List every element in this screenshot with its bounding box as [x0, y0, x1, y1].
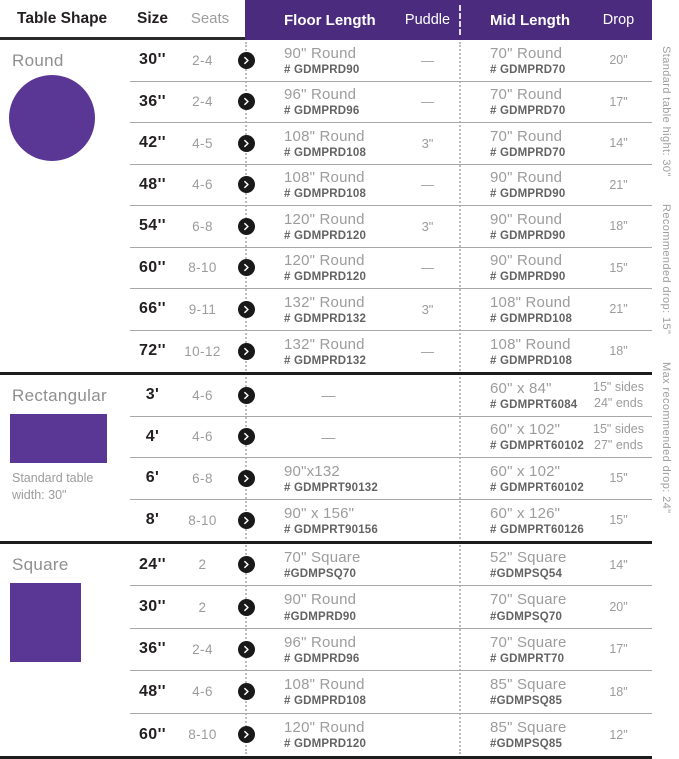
seats-value: 9-11	[188, 301, 217, 317]
side-notes	[660, 46, 672, 513]
size-value: 3'	[145, 386, 160, 404]
drop-value: 15"	[609, 513, 628, 528]
drop-cell	[585, 714, 652, 756]
shape-caption: Standard table width: 30"	[12, 471, 94, 502]
mid-length-cell	[460, 82, 585, 123]
seats-value: 8-10	[188, 727, 217, 743]
seats-value: 2-4	[192, 94, 213, 110]
drop-value: 17"	[609, 642, 628, 657]
puddle-value: 3"	[421, 218, 434, 234]
drop-cell	[585, 375, 652, 416]
puddle-value: —	[421, 52, 434, 68]
side-note-table-height: Standard table hight: 30"	[660, 46, 672, 177]
mid-length-cell	[460, 671, 585, 712]
mid-length-cell	[460, 586, 585, 627]
shape-column	[0, 544, 130, 756]
floor-length-value: 90" x 156"	[284, 504, 355, 522]
floor-length-cell	[262, 544, 395, 585]
chevron-right-icon[interactable]	[238, 556, 255, 573]
drop-cell	[585, 248, 652, 289]
floor-length-cell	[262, 40, 395, 81]
table-row	[130, 289, 652, 331]
mid-length-value: 108" Round	[490, 335, 571, 353]
chevron-right-icon[interactable]	[238, 176, 255, 193]
arrow-cell	[230, 301, 262, 318]
floor-length-cell	[262, 206, 395, 247]
arrow-cell	[230, 641, 262, 658]
table-header	[0, 0, 652, 40]
drop-value: 20"	[609, 599, 628, 614]
floor-item-number: # GDMPRD120	[284, 271, 367, 284]
mid-item-number: # GDMPRD108	[490, 312, 573, 325]
floor-length-value: 108" Round	[284, 169, 365, 187]
seats-value: 4-6	[192, 429, 213, 445]
column-header-size: Size	[136, 9, 168, 27]
floor-item-number: #GDMPRD90	[284, 610, 357, 623]
drop-cell	[585, 417, 652, 458]
floor-item-number: # GDMPRD96	[284, 105, 360, 118]
arrow-cell	[230, 176, 262, 193]
drop-value-secondary: 24" ends	[594, 396, 643, 411]
mid-length-value: 85" Square	[490, 719, 567, 737]
mid-item-number: # GDMPRD70	[490, 146, 566, 159]
mid-length-value: 70" Round	[490, 127, 563, 145]
mid-length-value: 90" Round	[490, 169, 563, 187]
mid-length-value: 52" Square	[490, 549, 567, 567]
chevron-right-icon[interactable]	[238, 93, 255, 110]
drop-value: 21"	[609, 302, 628, 317]
mid-item-number: # GDMPRT60102	[490, 440, 584, 453]
side-note-max-drop: Max recommended drop: 24"	[660, 361, 672, 514]
floor-length-cell	[262, 671, 395, 712]
table-row	[130, 123, 652, 165]
drop-cell	[585, 40, 652, 81]
drop-value: 14"	[609, 557, 628, 572]
chevron-right-icon[interactable]	[238, 301, 255, 318]
section-rows	[130, 40, 652, 372]
floor-item-number: # GDMPRD132	[284, 312, 367, 325]
seats-value: 6-8	[192, 218, 213, 234]
drop-cell	[585, 500, 652, 542]
size-value: 30''	[138, 598, 166, 616]
table-section	[0, 372, 652, 541]
chevron-right-icon[interactable]	[238, 470, 255, 487]
chevron-right-icon[interactable]	[238, 599, 255, 616]
shape-column	[0, 40, 130, 372]
size-value: 36''	[138, 640, 166, 658]
mid-length-value: 70" Square	[490, 591, 567, 609]
section-rows	[130, 544, 652, 756]
table-row	[130, 714, 652, 756]
shape-swatch	[9, 75, 95, 161]
mid-item-number: # GDMPRD90	[490, 229, 566, 242]
floor-length-value: 90" Round	[284, 44, 357, 62]
mid-item-number: #GDMPSQ85	[490, 695, 563, 708]
floor-length-value: 96" Round	[284, 86, 357, 104]
mid-length-value: 108" Round	[490, 293, 571, 311]
mid-item-number: # GDMPRT60126	[490, 523, 584, 536]
shape-swatch	[10, 414, 107, 463]
shape-column	[0, 375, 130, 541]
column-header-drop: Drop	[602, 12, 635, 28]
floor-length-value: 132" Round	[284, 293, 365, 311]
table-row	[130, 248, 652, 290]
floor-length-value: 108" Round	[284, 676, 365, 694]
size-value: 30''	[138, 51, 166, 69]
puddle-value: —	[421, 343, 434, 359]
floor-length-value: —	[321, 387, 336, 404]
seats-value: 8-10	[188, 512, 217, 528]
floor-length-value: —	[321, 428, 336, 445]
mid-length-cell	[460, 123, 585, 164]
arrow-cell	[230, 52, 262, 69]
drop-cell	[585, 629, 652, 670]
floor-length-cell	[262, 586, 395, 627]
size-value: 24''	[138, 555, 166, 573]
floor-item-number: # GDMPRD132	[284, 354, 367, 367]
floor-length-value: 70" Square	[284, 549, 361, 567]
drop-value: 15"	[609, 471, 628, 486]
table-row	[130, 40, 652, 82]
drop-value: 15" sides	[593, 421, 644, 436]
mid-length-cell	[460, 714, 585, 756]
mid-length-cell	[460, 417, 585, 458]
size-value: 66''	[138, 300, 166, 318]
mid-item-number: #GDMPSQ85	[490, 738, 563, 751]
mid-length-value: 85" Square	[490, 676, 567, 694]
drop-cell	[585, 123, 652, 164]
mid-length-value: 70" Round	[490, 44, 563, 62]
floor-length-cell	[262, 82, 395, 123]
arrow-cell	[230, 387, 262, 404]
header-dashed-divider	[459, 5, 461, 35]
arrow-cell	[230, 343, 262, 360]
table-body	[0, 40, 652, 756]
size-value: 48''	[138, 682, 166, 700]
floor-length-cell	[262, 375, 395, 416]
header-left-band	[0, 0, 245, 40]
floor-length-cell	[262, 331, 395, 373]
floor-length-cell	[262, 248, 395, 289]
mid-length-value: 60" x 102"	[490, 421, 561, 439]
drop-cell	[585, 289, 652, 330]
chevron-right-icon[interactable]	[238, 52, 255, 69]
floor-item-number: # GDMPRD120	[284, 229, 367, 242]
table-row	[130, 331, 652, 373]
chevron-right-icon[interactable]	[238, 641, 255, 658]
floor-length-cell	[262, 123, 395, 164]
mid-item-number: # GDMPRT6084	[490, 398, 578, 411]
chevron-right-icon[interactable]	[238, 387, 255, 404]
mid-item-number: # GDMPRD90	[490, 188, 566, 201]
drop-value: 18"	[609, 219, 628, 234]
mid-length-value: 60" x 84"	[490, 379, 552, 397]
column-header-table-shape: Table Shape	[17, 9, 108, 27]
puddle-value: —	[421, 94, 434, 110]
size-value: 48''	[138, 175, 166, 193]
size-value: 42''	[138, 134, 166, 152]
floor-length-value: 96" Round	[284, 633, 357, 651]
table-row	[130, 417, 652, 459]
mid-item-number: # GDMPRT70	[490, 653, 565, 666]
seats-value: 6-8	[192, 470, 213, 486]
floor-length-value: 120" Round	[284, 719, 365, 737]
floor-item-number: # GDMPRD96	[284, 653, 360, 666]
mid-item-number: # GDMPRD90	[490, 271, 566, 284]
seats-value: 4-6	[192, 177, 213, 193]
drop-cell	[585, 165, 652, 206]
drop-cell	[585, 671, 652, 712]
mid-item-number: # GDMPRT60102	[490, 481, 584, 494]
mid-length-cell	[460, 165, 585, 206]
arrow-cell	[230, 259, 262, 276]
seats-value: 10-12	[184, 343, 221, 359]
mid-length-cell	[460, 40, 585, 81]
drop-cell	[585, 458, 652, 499]
drop-value-secondary: 27" ends	[594, 437, 643, 452]
size-value: 72''	[138, 342, 166, 360]
floor-item-number: # GDMPRD90	[284, 63, 360, 76]
drop-value: 18"	[609, 344, 628, 359]
table-row	[130, 500, 652, 542]
floor-length-cell	[262, 417, 395, 458]
chevron-right-icon[interactable]	[238, 218, 255, 235]
floor-length-cell	[262, 289, 395, 330]
arrow-cell	[230, 556, 262, 573]
floor-item-number: # GDMPRT90156	[284, 523, 378, 536]
arrow-cell	[230, 135, 262, 152]
size-value: 54''	[138, 217, 166, 235]
floor-length-cell	[262, 458, 395, 499]
floor-length-value: 90" Round	[284, 591, 357, 609]
column-header-floor-length: Floor Length	[284, 11, 376, 29]
shape-label: Square	[12, 555, 69, 574]
mid-length-cell	[460, 544, 585, 585]
floor-length-cell	[262, 165, 395, 206]
seats-value: 2-4	[192, 641, 213, 657]
drop-cell	[585, 206, 652, 247]
mid-item-number: #GDMPSQ70	[490, 610, 563, 623]
chevron-right-icon[interactable]	[238, 343, 255, 360]
drop-cell	[585, 544, 652, 585]
table-row	[130, 629, 652, 671]
puddle-value: 3"	[421, 301, 434, 317]
section-rows	[130, 375, 652, 541]
table-row	[130, 82, 652, 124]
table-row	[130, 586, 652, 628]
mid-length-value: 90" Round	[490, 252, 563, 270]
arrow-cell	[230, 93, 262, 110]
floor-length-value: 132" Round	[284, 335, 365, 353]
drop-value: 17"	[609, 94, 628, 109]
floor-item-number: # GDMPRD108	[284, 146, 367, 159]
size-value: 8'	[145, 511, 160, 529]
mid-item-number: #GDMPSQ54	[490, 568, 563, 581]
seats-value: 2-4	[192, 52, 213, 68]
arrow-cell	[230, 470, 262, 487]
header-purple-band	[245, 0, 652, 40]
floor-length-cell	[262, 714, 395, 756]
drop-value: 18"	[609, 684, 628, 699]
floor-length-value: 120" Round	[284, 210, 365, 228]
shape-swatch	[10, 583, 81, 662]
seats-value: 8-10	[188, 260, 217, 276]
drop-value: 12"	[609, 727, 628, 742]
size-value: 6'	[145, 469, 160, 487]
shape-label: Round	[12, 51, 64, 70]
mid-length-cell	[460, 629, 585, 670]
mid-length-value: 70" Square	[490, 633, 567, 651]
puddle-value: —	[421, 177, 434, 193]
shape-label: Rectangular	[12, 386, 107, 405]
floor-length-cell	[262, 500, 395, 542]
size-value: 36''	[138, 92, 166, 110]
seats-value: 2	[198, 557, 207, 573]
column-header-seats: Seats	[190, 10, 230, 27]
mid-item-number: # GDMPRD70	[490, 63, 566, 76]
table-row	[130, 544, 652, 586]
floor-item-number: # GDMPRD108	[284, 695, 367, 708]
table-row	[130, 671, 652, 713]
table-row	[130, 206, 652, 248]
floor-item-number: # GDMPRD120	[284, 738, 367, 751]
floor-item-number: # GDMPRD108	[284, 188, 367, 201]
mid-length-cell	[460, 331, 585, 373]
drop-value: 20"	[609, 53, 628, 68]
puddle-value: —	[421, 260, 434, 276]
mid-item-number: # GDMPRD108	[490, 354, 573, 367]
table-row	[130, 458, 652, 500]
drop-cell	[585, 331, 652, 373]
chevron-right-icon[interactable]	[238, 135, 255, 152]
side-note-recommended-drop: Recommended drop: 15"	[660, 204, 672, 335]
floor-length-value: 120" Round	[284, 252, 365, 270]
drop-value: 21"	[609, 177, 628, 192]
arrow-cell	[230, 428, 262, 445]
mid-length-cell	[460, 289, 585, 330]
floor-length-cell	[262, 629, 395, 670]
chevron-right-icon[interactable]	[238, 428, 255, 445]
chevron-right-icon[interactable]	[238, 259, 255, 276]
table-section	[0, 40, 652, 372]
mid-length-cell	[460, 375, 585, 416]
arrow-cell	[230, 726, 262, 743]
drop-value: 15"	[609, 260, 628, 275]
arrow-cell	[230, 218, 262, 235]
mid-length-value: 70" Round	[490, 86, 563, 104]
table-row	[130, 165, 652, 207]
mid-length-cell	[460, 206, 585, 247]
table-section	[0, 541, 652, 756]
size-value: 4'	[145, 427, 160, 445]
floor-length-value: 108" Round	[284, 127, 365, 145]
floor-length-value: 90"x132	[284, 462, 340, 480]
drop-value: 15" sides	[593, 380, 644, 394]
drop-cell	[585, 82, 652, 123]
seats-value: 4-5	[192, 135, 213, 151]
mid-length-value: 90" Round	[490, 210, 563, 228]
chevron-right-icon[interactable]	[238, 683, 255, 700]
column-header-mid-length: Mid Length	[490, 11, 570, 29]
column-header-puddle: Puddle	[404, 12, 451, 28]
arrow-cell	[230, 512, 262, 529]
size-value: 60''	[138, 258, 166, 276]
seats-value: 4-6	[192, 387, 213, 403]
arrow-cell	[230, 683, 262, 700]
puddle-value: 3"	[421, 135, 434, 151]
mid-length-value: 60" x 102"	[490, 462, 561, 480]
seats-value: 4-6	[192, 684, 213, 700]
chevron-right-icon[interactable]	[238, 726, 255, 743]
floor-item-number: #GDMPSQ70	[284, 568, 357, 581]
drop-cell	[585, 586, 652, 627]
seats-value: 2	[198, 599, 207, 615]
chevron-right-icon[interactable]	[238, 512, 255, 529]
mid-length-cell	[460, 248, 585, 289]
size-value: 60''	[138, 725, 166, 743]
mid-item-number: # GDMPRD70	[490, 105, 566, 118]
mid-length-cell	[460, 458, 585, 499]
floor-item-number: # GDMPRT90132	[284, 481, 378, 494]
table-row	[130, 375, 652, 417]
arrow-cell	[230, 599, 262, 616]
mid-length-cell	[460, 500, 585, 542]
drop-value: 14"	[609, 136, 628, 151]
mid-length-value: 60" x 126"	[490, 504, 561, 522]
